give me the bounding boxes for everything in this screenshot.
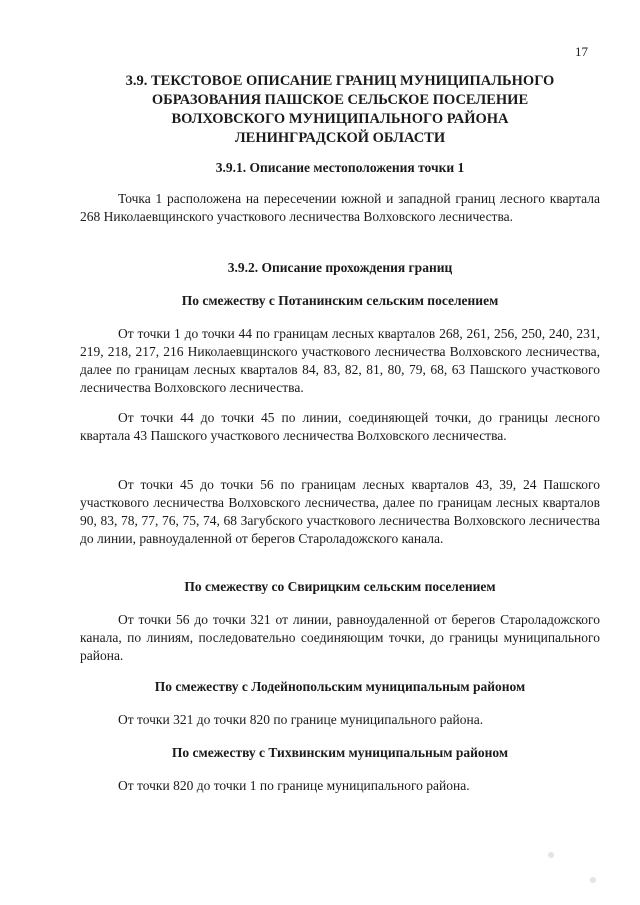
page-number: 17 bbox=[575, 44, 588, 59]
potaninskoe-paragraph-2: От точки 44 до точки 45 по линии, соединяющей точки, до границы лесного квартала 43 Пашского участкового лесничества Волховского лесничества. bbox=[80, 410, 600, 443]
tikhvinsky-paragraph: От точки 820 до точки 1 по границе муниципального района. bbox=[118, 778, 470, 793]
potaninskoe-paragraph-3: От точки 45 до точки 56 по границам лесных кварталов 43, 39, 24 Пашского участкового лесничества Волховского лесничества, далее по границам лесных кварталов 90, 83, 78, 77, 76, 75, 74, 68 Загубского участкового лесничества Волховского лесничества до линии, равноудаленной от берегов Староладожского канала. bbox=[80, 477, 600, 546]
title-line-1: 3.9. ТЕКСТОВОЕ ОПИСАНИЕ ГРАНИЦ МУНИЦИПАЛЬНОГО bbox=[125, 73, 555, 89]
title-line-4: ЛЕНИНГРАДСКОЙ ОБЛАСТИ bbox=[234, 130, 446, 146]
section-391-heading: 3.9.1. Описание местоположения точки 1 bbox=[215, 160, 465, 175]
lodeynopolsky-heading: По смежеству с Лодейнопольским муниципальным районом bbox=[154, 679, 526, 694]
section-392-heading: 3.9.2. Описание прохождения границ bbox=[227, 260, 453, 275]
title-line-2: ОБРАЗОВАНИЯ ПАШСКОЕ СЕЛЬСКОЕ ПОСЕЛЕНИЕ bbox=[151, 92, 529, 108]
svirickoe-heading: По смежеству со Свирицким сельским поселением bbox=[184, 579, 496, 594]
potaninskoe-paragraph-1: От точки 1 до точки 44 по границам лесных кварталов 268, 261, 256, 250, 240, 231, 219, 218, 217, 216 Николаевщинского участкового лесничества Волховского лесничества, далее по границам лесных кварталов 84, 83, 82, 81, 80, 79, 68, 63 Пашского участкового лесничества Волховского лесничества. bbox=[80, 326, 600, 395]
scan-speck bbox=[548, 852, 554, 858]
lodeynopolsky-paragraph: От точки 321 до точки 820 по границе муниципального района. bbox=[118, 712, 484, 727]
title-line-3: ВОЛХОВСКОГО МУНИЦИПАЛЬНОГО РАЙОНА bbox=[171, 111, 509, 127]
section-391-paragraph: Точка 1 расположена на пересечении южной и западной границ лесного квартала 268 Николаевщинского участкового лесничества Волховского лесничества. bbox=[80, 191, 600, 224]
scan-speck bbox=[590, 877, 596, 883]
document-title bbox=[80, 72, 600, 148]
tikhvinsky-heading: По смежеству с Тихвинским муниципальным районом bbox=[171, 745, 509, 760]
svirickoe-paragraph: От точки 56 до точки 321 от линии, равноудаленной от берегов Староладожского канала, по линиям, последовательно соединяющим точки, до границы муниципального района. bbox=[80, 612, 600, 663]
potaninskoe-heading: По смежеству с Потанинским сельским поселением bbox=[181, 293, 499, 308]
